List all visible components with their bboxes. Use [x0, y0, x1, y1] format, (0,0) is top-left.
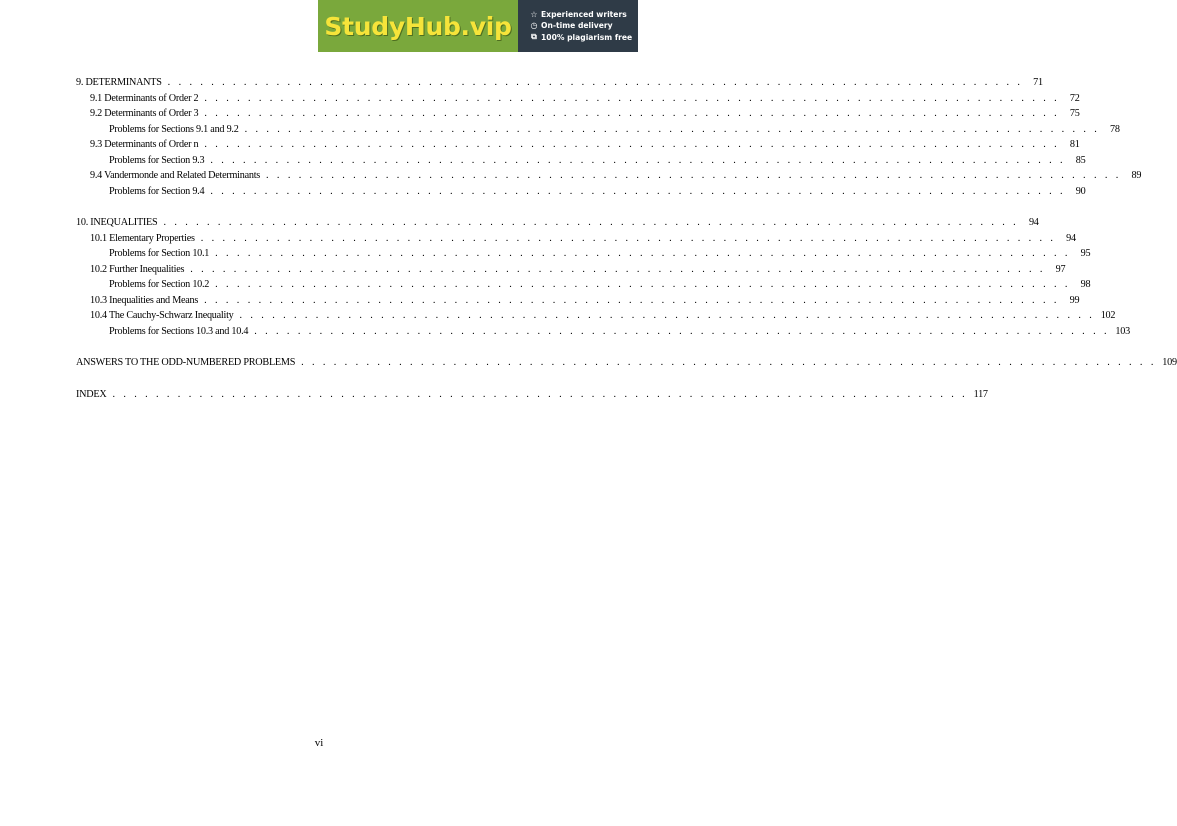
feature-plagiarism [530, 32, 638, 42]
toc-page-number: 99 [1069, 294, 1080, 306]
toc-title: ANSWERS TO THE ODD-NUMBERED PROBLEMS [76, 357, 296, 368]
feature-on-time [530, 21, 638, 30]
page-footer [0, 737, 638, 749]
toc-leader: . . . . . . . . . . . . . . . . . . . . . . . . . . . . . . . . . . . . . . . . . . . . . . . . . . . . . . . . . . . . . . . . . . . . . . . . . . . . . . . [210, 154, 1066, 166]
toc-entry-section-9-1[interactable] [76, 91, 1080, 107]
toc-page-number: 71 [1033, 77, 1043, 88]
toc-leader: . . . . . . . . . . . . . . . . . . . . . . . . . . . . . . . . . . . . . . . . . . . . . . . . . . . . . . . . . . . . . . . . . . . . . . . . . . . . . . . [215, 279, 1071, 290]
toc-spacer [76, 371, 559, 387]
toc-entry-problems-10-1[interactable] [76, 246, 1091, 262]
toc-entry-chapter-9[interactable] [76, 75, 1043, 91]
toc-page-number: 81 [1069, 139, 1080, 150]
toc-page-number: 95 [1080, 248, 1091, 259]
toc-title: Problems for Section 10.1 [109, 248, 210, 259]
toc-title: 10.4 The Cauchy-Schwarz Inequality [90, 310, 234, 321]
toc-page-number: 94 [1066, 232, 1076, 244]
toc-title: Problems for Sections 9.1 and 9.2 [109, 123, 239, 135]
toc-title: 10.2 Further Inequalities [90, 263, 185, 275]
toc-entry-section-10-3[interactable] [76, 293, 1080, 309]
toc-title: 9.2 Determinants of Order 3 [90, 108, 199, 119]
toc-leader: . . . . . . . . . . . . . . . . . . . . . . . . . . . . . . . . . . . . . . . . . . . . . . . . . . . . . . . . . . . . . . . . . . . . . . . . . . . . . . . [210, 185, 1066, 197]
toc-leader: . . . . . . . . . . . . . . . . . . . . . . . . . . . . . . . . . . . . . . . . . . . . . . . . . . . . . . . . . . . . . . . . . . . . . . . . . . . . . . . [200, 232, 1056, 244]
toc-page-number: 85 [1075, 154, 1086, 166]
toc-spacer [76, 199, 559, 215]
toc-page-number: 103 [1115, 325, 1130, 337]
toc-title: 10.1 Elementary Properties [90, 232, 195, 244]
toc-title: INDEX [76, 388, 107, 400]
star-icon: ☆ [530, 10, 538, 19]
table-of-contents [76, 75, 1177, 402]
toc-title: 9.4 Vandermonde and Related Determinants [90, 170, 261, 181]
toc-entry-section-10-2[interactable] [76, 262, 1066, 278]
toc-leader: . . . . . . . . . . . . . . . . . . . . . . . . . . . . . . . . . . . . . . . . . . . . . . . . . . . . . . . . . . . . . . . . . . . . . . . . . . . . . . . [244, 123, 1100, 135]
toc-title: 10.3 Inequalities and Means [90, 294, 199, 306]
toc-leader: . . . . . . . . . . . . . . . . . . . . . . . . . . . . . . . . . . . . . . . . . . . . . . . . . . . . . . . . . . . . . . . . . . . . . . . . . . . . . . . [190, 263, 1046, 275]
toc-leader: . . . . . . . . . . . . . . . . . . . . . . . . . . . . . . . . . . . . . . . . . . . . . . . . . . . . . . . . . . . . . . . . . . . . . . . . . . . . . . . [254, 325, 1110, 337]
toc-entry-problems-10-3-10-4[interactable] [76, 324, 1130, 340]
toc-leader: . . . . . . . . . . . . . . . . . . . . . . . . . . . . . . . . . . . . . . . . . . . . . . . . . . . . . . . . . . . . . . . . . . . . . . . . . . . . . . . [204, 108, 1060, 119]
toc-leader: . . . . . . . . . . . . . . . . . . . . . . . . . . . . . . . . . . . . . . . . . . . . . . . . . . . . . . . . . . . . . . . . . . . . . . . . . . . . . . . [112, 388, 968, 400]
toc-title: 9. DETERMINANTS [76, 77, 162, 88]
toc-page-number: 97 [1055, 263, 1066, 275]
toc-entry-section-10-4[interactable] [76, 308, 1116, 324]
banner-features [518, 0, 638, 52]
toc-entry-problems-9-1-9-2[interactable] [76, 122, 1120, 138]
clock-icon: ◷ [530, 21, 538, 30]
toc-title: Problems for Section 9.4 [109, 185, 205, 197]
toc-title: Problems for Sections 10.3 and 10.4 [109, 325, 249, 337]
toc-title: 9.3 Determinants of Order n [90, 139, 199, 150]
toc-entry-answers[interactable] [76, 355, 1177, 371]
toc-page-number: 90 [1075, 185, 1086, 197]
toc-page-number: 109 [1162, 357, 1177, 368]
toc-leader: . . . . . . . . . . . . . . . . . . . . . . . . . . . . . . . . . . . . . . . . . . . . . . . . . . . . . . . . . . . . . . . . . . . . . . . . . . . . . . . [215, 248, 1071, 259]
toc-entry-section-9-2[interactable] [76, 106, 1080, 122]
toc-leader: . . . . . . . . . . . . . . . . . . . . . . . . . . . . . . . . . . . . . . . . . . . . . . . . . . . . . . . . . . . . . . . . . . . . . . . . . . . . . . . [204, 139, 1060, 150]
toc-page-number: 89 [1131, 170, 1142, 181]
toc-title: Problems for Section 10.2 [109, 279, 210, 290]
toc-title: Problems for Section 9.3 [109, 154, 205, 166]
feature-label: On-time delivery [541, 21, 613, 30]
toc-leader: . . . . . . . . . . . . . . . . . . . . . . . . . . . . . . . . . . . . . . . . . . . . . . . . . . . . . . . . . . . . . . . . . . . . . . . . . . . . . . . [266, 170, 1122, 181]
brand-logo[interactable] [318, 0, 518, 52]
toc-entry-chapter-10[interactable] [76, 215, 1039, 231]
toc-entry-problems-10-2[interactable] [76, 277, 1091, 293]
toc-entry-section-9-4[interactable] [76, 168, 1142, 184]
toc-entry-problems-9-3[interactable] [76, 153, 1086, 169]
toc-page-number: 102 [1100, 310, 1116, 321]
toc-leader: . . . . . . . . . . . . . . . . . . . . . . . . . . . . . . . . . . . . . . . . . . . . . . . . . . . . . . . . . . . . . . . . . . . . . . . . . . . . . . . [204, 92, 1060, 104]
toc-title: 10. INEQUALITIES [76, 217, 158, 228]
studyhub-banner[interactable] [318, 0, 638, 52]
feature-label: 100% plagiarism free [541, 32, 633, 42]
brand-name: StudyHub.vip [324, 11, 512, 41]
toc-page-number: 78 [1110, 123, 1120, 135]
toc-leader: . . . . . . . . . . . . . . . . . . . . . . . . . . . . . . . . . . . . . . . . . . . . . . . . . . . . . . . . . . . . . . . . . . . . . . . . . . . . . . . [167, 77, 1023, 88]
toc-page-number: 94 [1028, 217, 1039, 228]
toc-entry-section-9-3[interactable] [76, 137, 1080, 153]
toc-leader: . . . . . . . . . . . . . . . . . . . . . . . . . . . . . . . . . . . . . . . . . . . . . . . . . . . . . . . . . . . . . . . . . . . . . . . . . . . . . . . [301, 357, 1157, 368]
toc-page-number: 98 [1080, 279, 1091, 290]
toc-page-number: 72 [1069, 92, 1080, 104]
toc-entry-index[interactable] [76, 387, 988, 403]
page-number: vi [314, 737, 324, 749]
toc-entry-section-10-1[interactable] [76, 231, 1076, 247]
feature-label: Experienced writers [541, 10, 627, 19]
toc-entry-problems-9-4[interactable] [76, 184, 1086, 200]
toc-page-number: 117 [973, 388, 988, 400]
feature-experienced [530, 10, 638, 19]
toc-leader: . . . . . . . . . . . . . . . . . . . . . . . . . . . . . . . . . . . . . . . . . . . . . . . . . . . . . . . . . . . . . . . . . . . . . . . . . . . . . . . [163, 217, 1019, 228]
copy-icon: ⧉ [531, 32, 537, 41]
toc-spacer [76, 339, 559, 355]
toc-leader: . . . . . . . . . . . . . . . . . . . . . . . . . . . . . . . . . . . . . . . . . . . . . . . . . . . . . . . . . . . . . . . . . . . . . . . . . . . . . . . [204, 294, 1060, 306]
toc-leader: . . . . . . . . . . . . . . . . . . . . . . . . . . . . . . . . . . . . . . . . . . . . . . . . . . . . . . . . . . . . . . . . . . . . . . . . . . . . . . . [239, 310, 1095, 321]
toc-title: 9.1 Determinants of Order 2 [90, 92, 199, 104]
toc-page-number: 75 [1069, 108, 1080, 119]
